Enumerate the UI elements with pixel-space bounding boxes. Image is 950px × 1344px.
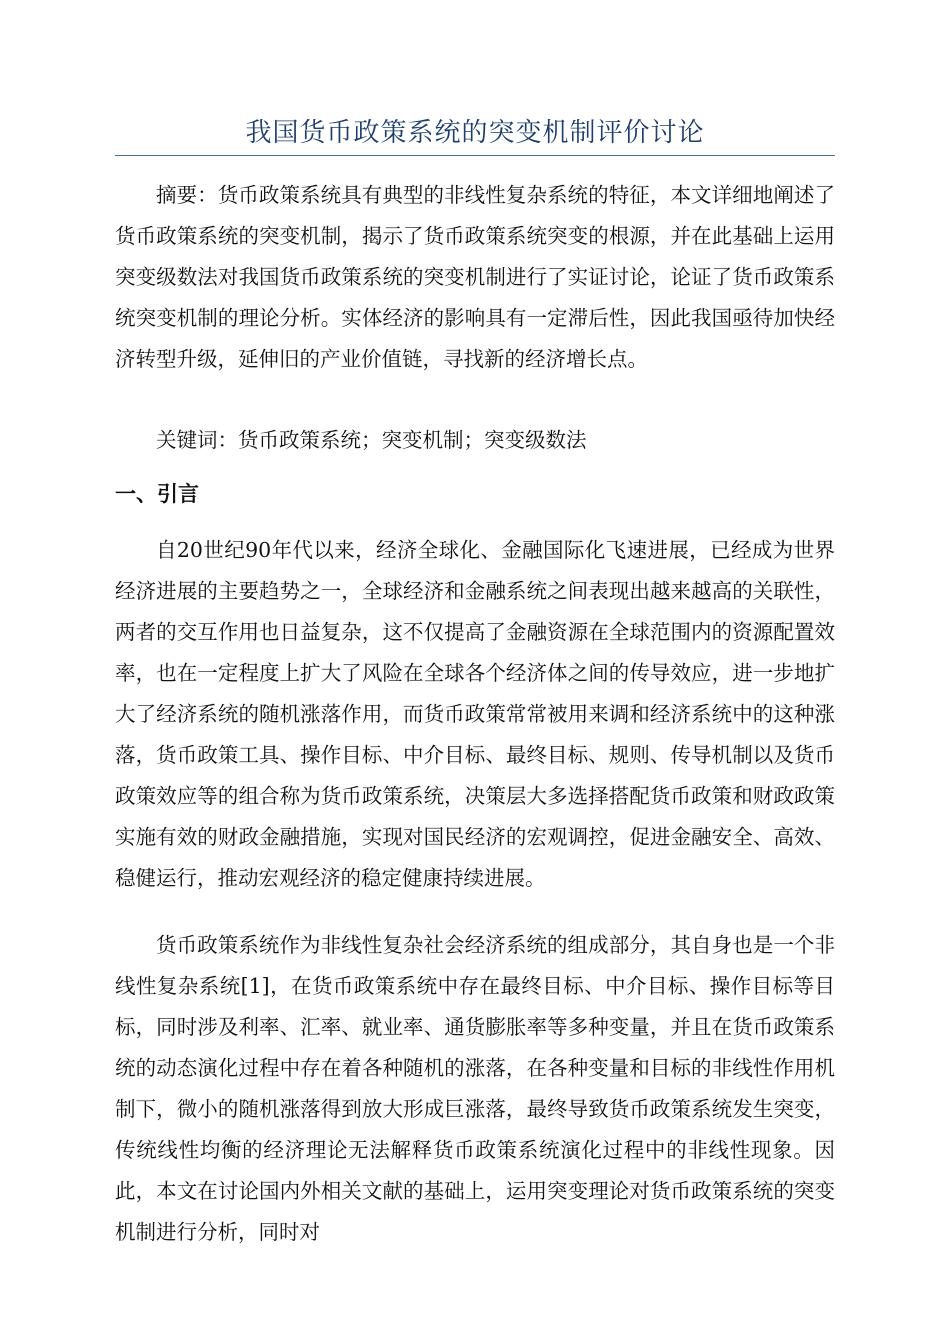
keywords-line: 关键词：货币政策系统；突变机制；突变级数法 — [156, 428, 587, 452]
abstract-paragraph: 摘要：货币政策系统具有典型的非线性复杂系统的特征，本文详细地阐述了货币政策系统的突变机制，揭示了货币政策系统突变的根源，并在此基础上运用突变级数法对我国货币政策系统的突变机制进行了实证讨论，论证了货币政策系统突变机制的理论分析。实体经济的影响具有一定滞后性，因此我国亟待加快经济转型升级，延伸旧的产业价值链，寻找新的经济增长点。 — [115, 183, 835, 371]
body-paragraph-2: 货币政策系统作为非线性复杂社会经济系统的组成部分，其自身也是一个非线性复杂系统[1]，在货币政策系统中存在最终目标、中介目标、操作目标等目标，同时涉及利率、汇率、就业率、通货膨胀率等多种变量，并且在货币政策系统的动态演化过程中存在着各种随机的涨落，在各种变量和目标的非线性作用机制下，微小的随机涨落得到放大形成巨涨落，最终导致货币政策系统发生突变，传统线性均衡的经济理论无法解释货币政策系统演化过程中的非线性现象。因此，本文在讨论国内外相关文献的基础上，运用突变理论对货币政策系统的突变机制进行分析，同时对 — [115, 933, 835, 1244]
title-underline — [115, 155, 835, 156]
section-heading-introduction: 一、引言 — [115, 482, 199, 506]
body-paragraph-1: 自20世纪90年代以来，经济全球化、金融国际化飞速进展，已经成为世界经济进展的主要趋势之一，全球经济和金融系统之间表现出越来越高的关联性，两者的交互作用也日益复杂，这不仅提高了金融资源在全球范围内的资源配置效率，也在一定程度上扩大了风险在全球各个经济体之间的传导效应，进一步地扩大了经济系统的随机涨落作用，而货币政策常常被用来调和经济系统中的这种涨落，货币政策工具、操作目标、中介目标、最终目标、规则、传导机制以及货币政策效应等的组合称为货币政策系统，决策层大多选择搭配货币政策和财政政策实施有效的财政金融措施，实现对国民经济的宏观调控，促进金融安全、高效、稳健运行，推动宏观经济的稳定健康持续进展。 — [115, 538, 835, 890]
document-title: 我国货币政策系统的突变机制评价讨论 — [245, 118, 705, 148]
